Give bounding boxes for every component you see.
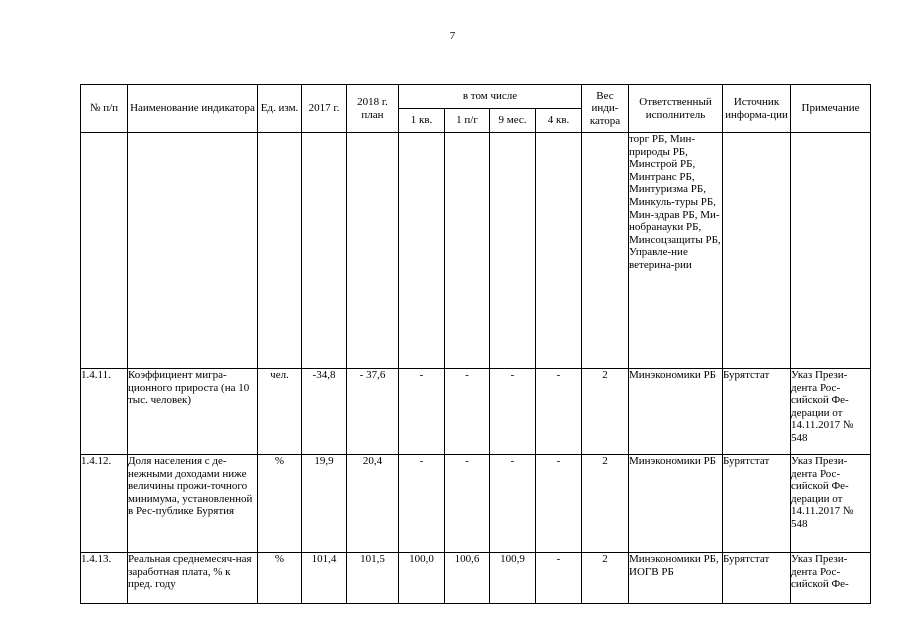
row-executor: Минэкономики РБ [629,369,723,455]
row-weight: 2 [582,455,629,553]
header-name: Наименование индикатора [128,85,258,133]
row-2018: - 37,6 [347,369,399,455]
row-source: Бурятстат [723,553,791,604]
row-q4: - [536,369,582,455]
header-unit: Ед. изм. [258,85,302,133]
header-executor: Ответственный исполнитель [629,85,723,133]
indicators-table [80,84,871,604]
header-h1: 1 п/г [445,109,490,133]
row-2017: -34,8 [302,369,347,455]
row-q1: 100,0 [399,553,445,604]
page-number: 7 [449,30,456,42]
header-num: № п/п [81,85,128,133]
row-h1: - [445,369,490,455]
header-q4: 4 кв. [536,109,582,133]
row-note: Указ Прези-дента Рос-сийской Фе-дерации от 14.11.2017 № 548 [791,369,871,455]
row-num: 1.4.11. [81,369,128,455]
row-q1: - [399,369,445,455]
row-9m: - [490,455,536,553]
table-row [81,553,871,604]
header-note: Примечание [791,85,871,133]
row-9m: - [490,369,536,455]
row-2018: 20,4 [347,455,399,553]
continuation-executor: торг РБ, Мин-природы РБ, Минстрой РБ, Минтранс РБ, Минтуризма РБ, Минкуль-туры РБ, Мин-здрав РБ, Ми-нобранауки РБ, Минсоцзащиты РБ, Управле-ние ветерина-рии [629,133,723,369]
row-num: 1.4.12. [81,455,128,553]
row-source: Бурятстат [723,455,791,553]
row-name: Коэффициент мигра-ционного прироста (на 10 тыс. человек) [128,369,258,455]
row-source: Бурятстат [723,369,791,455]
row-weight: 2 [582,369,629,455]
continuation-row [81,133,871,369]
row-unit: % [258,553,302,604]
header-q1: 1 кв. [399,109,445,133]
table-row [81,369,871,455]
row-unit: % [258,455,302,553]
row-2017: 19,9 [302,455,347,553]
header-2017: 2017 г. [302,85,347,133]
row-executor: Минэкономики РБ, ИОГВ РБ [629,553,723,604]
header-2018-plan: 2018 г. план [347,85,399,133]
row-9m: 100,9 [490,553,536,604]
header-row [81,85,871,109]
row-note: Указ Прези-дента Рос-сийской Фе- [791,553,871,604]
table-row [81,455,871,553]
row-executor: Минэкономики РБ [629,455,723,553]
header-weight: Вес инди-катора [582,85,629,133]
row-name: Доля населения с де-нежными доходами ниже величины прожи-точного минимума, установленной в Рес-публике Бурятия [128,455,258,553]
row-q1: - [399,455,445,553]
row-h1: 100,6 [445,553,490,604]
row-unit: чел. [258,369,302,455]
row-h1: - [445,455,490,553]
row-num: 1.4.13. [81,553,128,604]
row-2017: 101,4 [302,553,347,604]
header-9m: 9 мес. [490,109,536,133]
header-source: Источник информа-ции [723,85,791,133]
row-q4: - [536,553,582,604]
row-q4: - [536,455,582,553]
row-2018: 101,5 [347,553,399,604]
row-name: Реальная среднемесяч-ная заработная плата, % к пред. году [128,553,258,604]
header-including: в том числе [399,85,582,109]
row-note: Указ Прези-дента Рос-сийской Фе-дерации от 14.11.2017 № 548 [791,455,871,553]
row-weight: 2 [582,553,629,604]
